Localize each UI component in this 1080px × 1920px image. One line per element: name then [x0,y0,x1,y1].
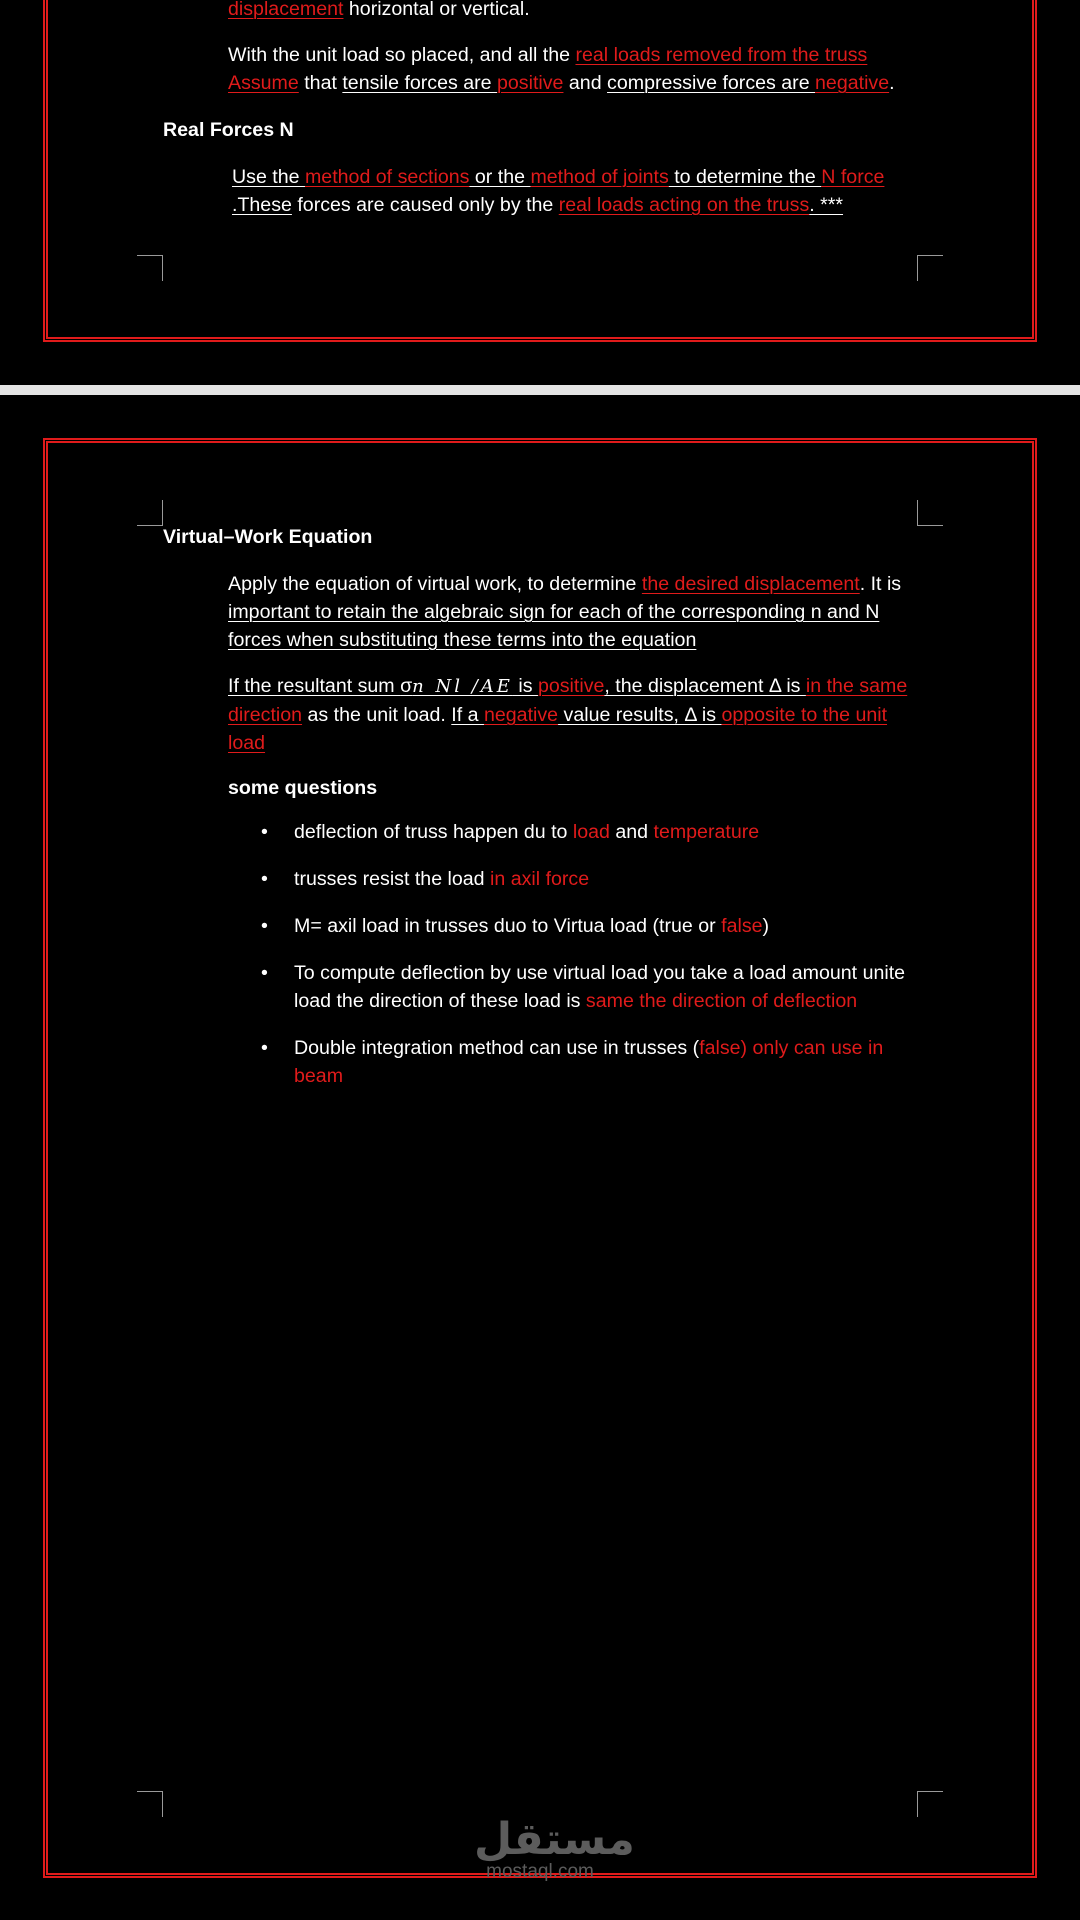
text-run: or the [469,166,531,188]
method-of-sections-term: method of sections [304,166,470,188]
text-run: value results, Δ is [558,704,722,726]
real-forces-paragraph [232,163,922,219]
question-text: and [609,821,654,843]
mostaql-logo: مستقل [474,1815,635,1864]
text-run: . *** [809,194,844,216]
tensile-forces-term: tensile forces are [342,72,498,94]
questions-list [228,818,928,1109]
question-item [228,959,928,1015]
resultant-sum-paragraph [228,672,918,757]
bullet-icon: • [261,915,268,937]
answer-text: false [721,915,763,937]
text-run: . [889,72,895,94]
mostaql-watermark [474,1815,635,1882]
question-item [228,818,928,846]
mostaql-url: mostaql.com [486,1861,594,1882]
crop-mark-bottom-left [137,255,163,281]
bullet-icon: • [261,821,268,843]
positive-term: positive [497,72,564,94]
top-line-rest: horizontal or vertical. [343,0,530,20]
text-run: Use the [232,166,305,188]
answer-text: same the direction of deflection [585,990,858,1012]
question-text: ) [762,915,770,937]
answer-text: in axil force [490,868,590,890]
question-item [228,1034,928,1090]
page-separator [0,385,1080,395]
bullet-icon: • [261,1037,268,1059]
text-run: Apply the equation of virtual work, to determine [228,573,642,595]
bullet-icon: • [261,868,268,890]
assume-term: Assume [228,72,299,94]
text-run: is [512,675,538,697]
text-run: With the unit load so placed, and all the [228,44,576,66]
crop-mark-bottom-right [917,255,943,281]
question-item [228,865,928,893]
real-loads-acting-term: real loads acting on the truss [558,194,810,216]
negative-term: negative [815,72,890,94]
desired-displacement-term: the desired displacement [641,573,860,595]
text-run: If the resultant sum [228,675,401,697]
algebraic-sign-note: important to retain the algebraic sign for each of the corresponding n and N forces when substituting these terms into the equation [228,601,880,651]
same-direction-term: in the same direction [228,675,908,726]
text-run: , the displacement Δ is [604,675,806,697]
text-run: and [563,72,608,94]
formula-nnl-ae: n Nl /AE [412,676,513,697]
displacement-term: displacement [228,0,344,20]
text-run: to determine the [668,166,822,188]
crop-mark-top-left [137,500,163,526]
crop-mark-bottom-right [917,1791,943,1817]
question-text: M= axil load in trusses duo to Virtua load (true or [294,915,722,937]
negative-term: negative [483,704,559,726]
question-text: deflection of truss happen du to [294,821,573,843]
method-of-joints-term: method of joints [530,166,669,188]
compressive-forces-term: compressive forces are [607,72,816,94]
apply-equation-paragraph [228,570,918,654]
text-run: . It is [859,573,902,595]
text-run: .These [232,194,292,216]
answer-text: false) only can use in beam [294,1037,884,1087]
n-force-term: N force [821,166,885,188]
question-text: To compute deflection by use virtual load you take a load amount unite load the direction of these load is [294,962,906,1012]
crop-mark-top-right [917,500,943,526]
text-run: If a [451,704,484,726]
question-item [228,912,928,940]
opposite-direction-term: opposite to the unit load [228,704,888,754]
answer-text: load [572,821,610,843]
sigma-symbol: σ [400,675,413,697]
question-text: Double integration method can use in trusses ( [294,1037,700,1059]
question-text: trusses resist the load [294,868,491,890]
bullet-icon: • [261,962,268,984]
unit-load-paragraph [228,41,918,97]
heading-some-questions: some questions [228,777,378,799]
page-2-border [43,438,1037,1878]
text-run: that [298,72,343,94]
text-run: as the unit load. [302,704,452,726]
positive-term: positive [537,675,605,697]
text-run: forces are caused only by the [291,194,559,216]
heading-real-forces: Real Forces N [163,119,294,141]
top-line [228,0,918,23]
real-loads-removed-term: real loads removed from the truss [575,44,868,66]
heading-virtual-work: Virtual–Work Equation [163,526,373,548]
answer-text: temperature [653,821,760,843]
crop-mark-bottom-left [137,1791,163,1817]
